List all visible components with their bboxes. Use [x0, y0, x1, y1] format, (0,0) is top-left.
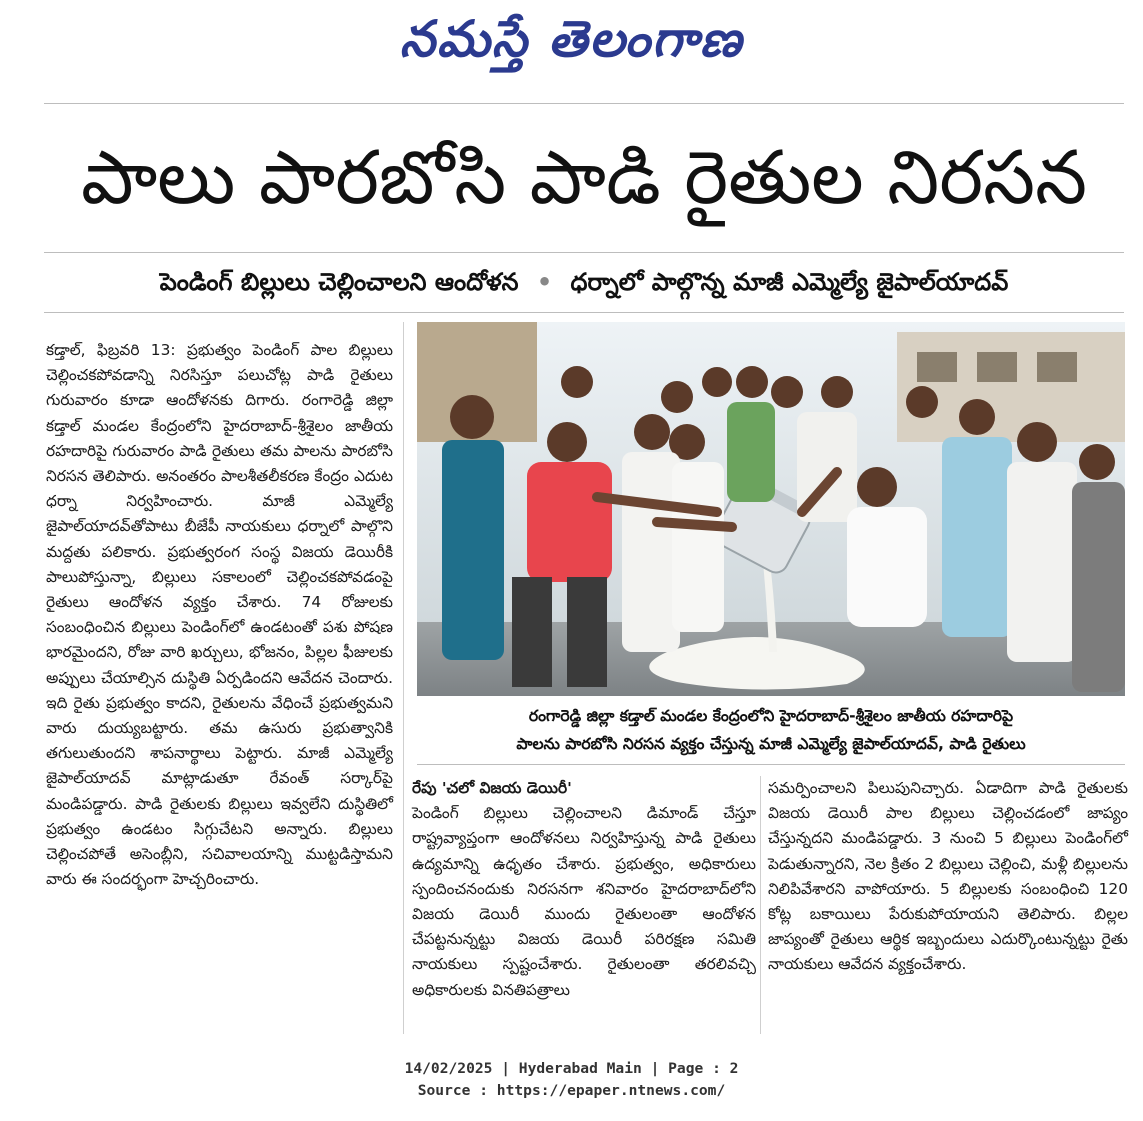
masthead-title: నమస్తే తెలంగాణ — [399, 10, 744, 68]
footer-source: Source : https://epaper.ntnews.com/ — [417, 1082, 726, 1099]
column-3-text: సమర్పించాలని పిలుపునిచ్చారు. ఏడాదిగా పాడి రైతులకు విజయ డెయిరీ పాల బిల్లులు చెల్లించడంలో జాప్యం చేస్తున్నదని మండిపడ్డారు. 3 నుంచి 5 బిల్లులు పెండింగ్‌లో పెడుతున్నారని, నెల క్రితం 2 బిల్లులు చెల్లించి, మళ్లీ బిల్లులను నిలిపివేశారని వాపోయారు. 5 బిల్లులకు సంబంధించి 120 కోట్ల బకాయిలు పేరుకుపోయాయని తెలిపారు. బిల్లల జాప్యంతో రైతులు ఆర్థిక ఇబ్బందులు ఎదుర్కొంటున్నట్టు రైతు నాయకులు ఆవేదన వ్యక్తంచేశారు. — [768, 779, 1128, 974]
top-divider — [44, 103, 1124, 104]
column-1-text: కడ్తాల్, ఫిబ్రవరి 13: ప్రభుత్వం పెండింగ్ పాల బిల్లులు చెల్లించకపోవడాన్ని నిరసిస్తూ పలుచోట్ల పాడి రైతులు గురువారం కూడా ఆందోళనకు దిగారు. రంగారెడ్డి జిల్లా కడ్తాల్ మండల కేంద్రంలోని హైదరాబాద్-శ్రీశైలం జాతీయ రహదారిపై గురువారం పాడి రైతులు తమ పాలను పారబోసి నిరసన తెలిపారు. అనంతరం పాలశీతలీకరణ కేంద్రం ఎదుట ధర్నా నిర్వహించారు. మాజీ ఎమ్మెల్యే జైపాల్‌యాదవ్‌తోపాటు బీజేపీ నాయకులు ధర్నాలో పాల్గొని మద్దతు పలికారు. ప్రభుత్వరంగ సంస్థ విజయ డెయిరీకి పాలుపోస్తున్నా, బిల్లులు సకాలంలో చెల్లించకపోవడంపై రైతులు ఆందోళన వ్యక్తం చేశారు. 74 రోజులకు సంబంధించిన బిల్లులు పెండింగ్‌లో ఉండటంతో పశు పోషణ భారమైందని, రోజు వారి ఖర్చులు, భోజనం, పిల్లల ఫీజులకు అప్పులు చేయాల్సిన దుస్థితి ఏర్పడిందని ఆవేదన చెందారు. ఇది రైతు ప్రభుత్వం కాదని, రైతులను వేధించే ప్రభుత్వమని వారు దుయ్యబట్టారు. తమ ఉసురు ప్రభుత్వానికి తగులుతుందని శాపనార్థాలు పెట్టారు. మాజీ ఎమ్మెల్యే జైపాల్‌యాదవ్ మాట్లాడుతూ రేవంత్ సర్కార్‌పై మండిపడ్డారు. పాడి రైతులకు బిల్లులు ఇవ్వలేని దుస్థితిలో ప్రభుత్వం ఉండటం సిగ్గుచేటని అన్నారు. బిల్లులు చెల్లించపోతే అసెంబ్లీని, సచివాలయాన్ని ముట్టడిస్తామని వారు ఈ సందర్భంగా హెచ్చరించారు. — [46, 341, 393, 889]
masthead — [0, 10, 1143, 80]
caption-divider — [417, 764, 1125, 765]
article-column-1 — [46, 338, 393, 892]
subhead-bullet: • — [536, 268, 553, 296]
photo-caption — [417, 702, 1125, 758]
article-column-3 — [768, 776, 1128, 978]
column-2-text: పెండింగ్ బిల్లులు చెల్లించాలని డిమాండ్ చేస్తూ రాష్ట్రవ్యాప్తంగా ఆందోళనలు నిర్వహిస్తున్న పాడి రైతులు ఉద్యమాన్ని ఉధృతం చేశారు. ప్రభుత్వం, అధికారులు స్పందించనందుకు నిరసనగా శనివారం హైదరాబాద్‌లోని విజయ డెయిరీ ముందు రైతులంతా ఆందోళన చేపట్టనున్నట్టు విజయ డెయిరీ పరిరక్షణ సమితి నాయకులు స్పష్టంచేశారు. రైతులంతా తరలివచ్చి అధికారులకు వినతిపత్రాలు — [412, 804, 756, 999]
subheadline — [44, 268, 1124, 302]
column-divider-2 — [760, 776, 761, 1034]
headline-divider — [44, 252, 1124, 253]
footer-edition: 14/02/2025 | Hyderabad Main | Page : 2 — [404, 1060, 739, 1077]
column-2-heading: రేపు 'చలో విజయ డెయిరీ' — [412, 779, 572, 797]
subhead-right: ధర్నాలో పాల్గొన్న మాజీ ఎమ్మెల్యే జైపాల్‌యాదవ్ — [570, 268, 1009, 296]
protest-photo-illustration — [417, 322, 1125, 696]
column-divider — [403, 322, 404, 1034]
subhead-left: పెండింగ్ బిల్లులు చెల్లించాలని ఆందోళన — [159, 268, 519, 296]
headline: పాలు పారబోసి పాడి రైతుల నిరసన — [80, 135, 1088, 221]
caption-line-2: పాలను పారబోసి నిరసన వ్యక్తం చేస్తున్న మాజీ ఎమ్మెల్యే జైపాల్‌యాదవ్, పాడి రైతులు — [516, 735, 1026, 753]
caption-line-1: రంగారెడ్డి జిల్లా కడ్తాల్ మండల కేంద్రంలోని హైదరాబాద్-శ్రీశైలం జాతీయ రహదారిపై — [528, 707, 1014, 725]
article-column-2 — [412, 776, 756, 1003]
subhead-divider — [44, 312, 1124, 313]
news-photo — [417, 322, 1125, 696]
